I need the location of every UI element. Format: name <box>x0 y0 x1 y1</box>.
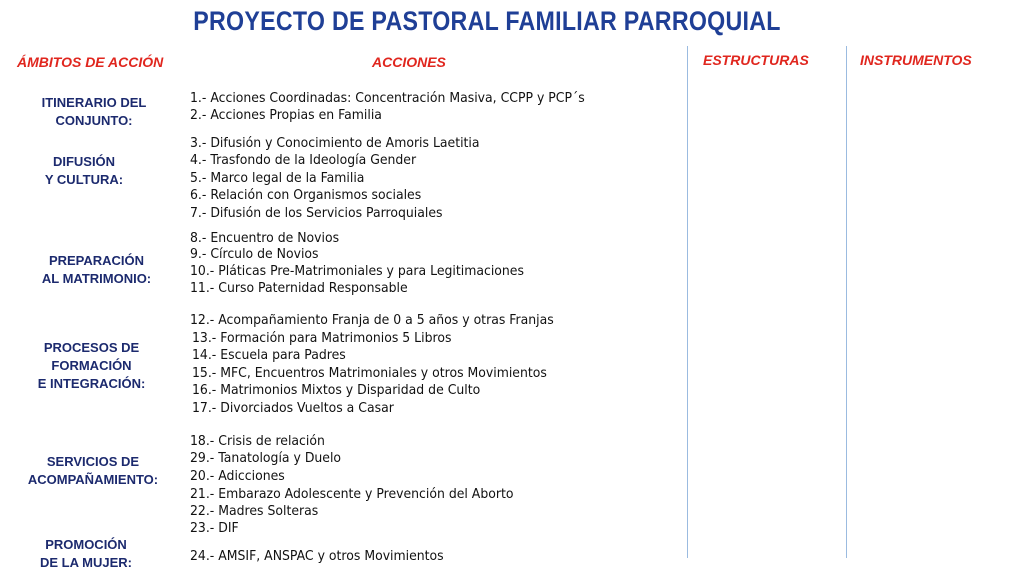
category-line: PROMOCIÓN <box>45 537 127 552</box>
action-item: 18.- Crisis de relación <box>190 434 325 449</box>
category-line: DIFUSIÓN <box>52 154 116 169</box>
category-itinerario <box>24 94 164 130</box>
action-item: 11.- Curso Paternidad Responsable <box>190 281 408 296</box>
category-difusion <box>24 153 144 189</box>
action-item: 21.- Embarazo Adolescente y Prevención del Aborto <box>190 487 514 502</box>
category-line: ACOMPAÑAMIENTO: <box>27 472 159 487</box>
action-item: 3.- Difusión y Conocimiento de Amoris Laetitia <box>190 136 480 151</box>
action-item: 24.- AMSIF, ANSPAC y otros Movimientos <box>190 549 444 564</box>
category-line: AL MATRIMONIO: <box>41 271 152 286</box>
action-item: 15.- MFC, Encuentros Matrimoniales y otros Movimientos <box>192 366 547 381</box>
category-line: FORMACIÓN <box>51 358 132 373</box>
column-header-ambitos: ÁMBITOS DE ACCIÓN <box>17 54 164 70</box>
action-item: 6.- Relación con Organismos sociales <box>190 188 422 203</box>
page-title: PROYECTO DE PASTORAL FAMILIAR PARROQUIAL <box>193 6 781 36</box>
action-item: 13.- Formación para Matrimonios 5 Libros <box>192 331 452 346</box>
action-item: 14.- Escuela para Padres <box>192 348 346 363</box>
action-item: 16.- Matrimonios Mixtos y Disparidad de Culto <box>192 383 481 398</box>
action-item: 12.- Acompañamiento Franja de 0 a 5 años y otras Franjas <box>190 313 554 328</box>
category-line: PREPARACIÓN <box>48 253 145 268</box>
action-item: 7.- Difusión de los Servicios Parroquiales <box>190 206 443 221</box>
column-header-estructuras: ESTRUCTURAS <box>703 52 809 68</box>
action-item: 1.- Acciones Coordinadas: Concentración Masiva, CCPP y PCP´s <box>190 91 585 106</box>
category-line: CONJUNTO: <box>55 113 133 128</box>
category-servicios <box>14 453 172 489</box>
action-item: 5.- Marco legal de la Familia <box>190 171 365 186</box>
category-line: PROCESOS DE <box>43 340 140 355</box>
action-item: 17.- Divorciados Vueltos a Casar <box>192 401 394 416</box>
action-item: 29.- Tanatología y Duelo <box>190 451 342 466</box>
action-item: 23.- DIF <box>190 521 239 536</box>
column-divider <box>846 46 847 558</box>
category-procesos <box>24 339 159 393</box>
category-promocion <box>24 536 148 572</box>
category-line: Y CULTURA: <box>44 172 124 187</box>
column-header-instrumentos: INSTRUMENTOS <box>860 52 972 68</box>
action-item: 2.- Acciones Propias en Familia <box>190 108 382 123</box>
category-line: DE LA MUJER: <box>40 555 132 570</box>
column-header-acciones: ACCIONES <box>372 54 446 70</box>
action-item: 20.- Adicciones <box>190 469 285 484</box>
category-line: ITINERARIO DEL <box>41 95 147 110</box>
action-item: 22.- Madres Solteras <box>190 504 319 519</box>
action-item: 4.- Trasfondo de la Ideología Gender <box>190 153 417 168</box>
category-line: E INTEGRACIÓN: <box>37 376 146 391</box>
category-preparacion <box>24 252 169 288</box>
column-divider <box>687 46 688 558</box>
action-item: 9.- Círculo de Novios <box>190 247 319 262</box>
action-item: 10.- Pláticas Pre-Matrimoniales y para Legitimaciones <box>190 264 524 279</box>
category-line: SERVICIOS DE <box>46 454 140 469</box>
action-item: 8.- Encuentro de Novios <box>190 231 340 246</box>
